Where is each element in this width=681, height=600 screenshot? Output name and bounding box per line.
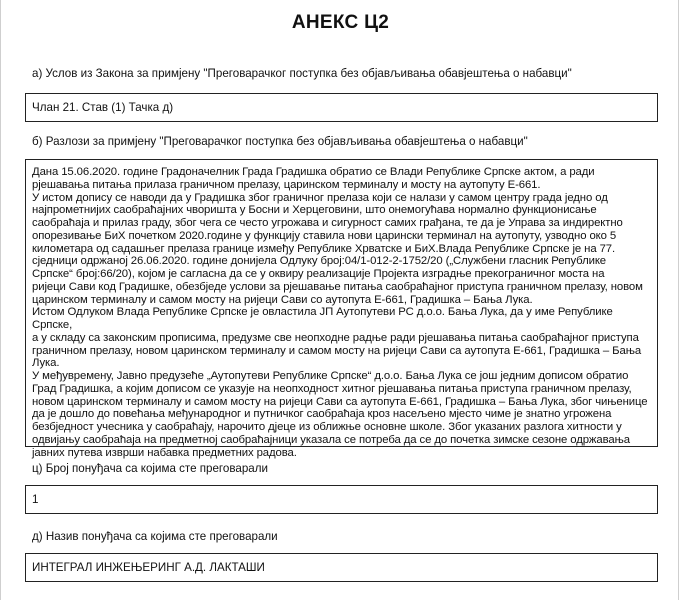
section-b-paragraph: Дана 15.06.2020. године Градоначелник Града Градишка обратио се Влади Републике Српске актом, а ради рјешавања питања прилаза граничном прелазу, царинском терминалу и мосту на аутопуту Е-661. У истом допису се наводи да у Градишка због граничног прелаза који се налази у самом центру града једно од најпрометнијих саобраћајних чворишта у Босни и Херцеговини, што онемогућава нормално функционисање саобраћаја и прилаз граду, због чега се често угрожава и сигурност самих грађана, те да је Управа за индиректно опорезивање БиХ почетком 2020.године у функцију ставила нови царински терминал на аутопуту, узводно око 5 километара од садашњег прелаза границе између Републике Хрватске и БиХ.Влада Републике Српске је на 77. сједници одржаној 26.06.2020. године донијела Одлуку број:04/1-012-2-1752/20 („Службени гласник Републике Српске“ број:66/20), којом је сагласна да се у оквиру реализације Пројекта изградње прекограничног моста на ријеци Сави код Градишке, обезбједе услови за рјешавање питања саобраћајног приступа граничном прелазу, новом царинском терминалу и самом мосту на ријеци Сави со аутопута Е-661, Градишка – Бања Лука. xyxy=(32,166,643,306)
section-c-value-box xyxy=(25,485,658,514)
section-a-value-box xyxy=(25,93,658,122)
section-b-paragraph: У међувремену, Јавно предузеће „Аутопутеви Републике Српске“ д.о.о. Бања Лука се још једним дописом обратио Град Градишка, а којим дописом се указује на неопходност хитног рјешавања питања приступа граничном прелазу, новом царинском терминалу и самом мосту на ријеци Сави са аутопута Е-661, Градишка – Бања Лука, због чињенице да је дошло до повећања међународног и путничког саобраћаја кроз насељено мјесто чиме је знатно угрожена безбједност учесника у саобраћају, нарочито дјеце из оближње основне школе. Због указаних разлога хитности у одвијању саобраћаја на предметној саобраћајници указала се потреба да се до почетка зимске сезоне одржавања јавних путева изврши набавка предметних радова. xyxy=(32,370,648,459)
section-d-value-box xyxy=(25,553,658,582)
section-a-label: а) Услов из Закона за примјену "Преговарачког поступка без објављивања обавјештења о набавци" xyxy=(32,67,572,80)
page-title: АНЕКС Ц2 xyxy=(291,12,390,33)
section-b-paragraph: Истом Одлуком Влада Републике Српске је овластила ЈП Аутопутеви РС д.о.о. Бања Лука, да у име Републике Српске, а у складу са законским прописима, предузме све неопходне радње ради рјешавања питања саобраћајног приступа граничном прелазу, новом царинском терминалу и самом мосту на ријеци Сави са аутопута Е-661, Градишка – Бања Лука. xyxy=(32,306,642,370)
section-a-value: Члан 21. Став (1) Тачка д) xyxy=(32,101,174,114)
section-c-label: ц) Број понуђача са којима сте преговарали xyxy=(32,462,268,475)
section-b-text-box xyxy=(25,159,658,459)
section-c-value: 1 xyxy=(32,493,39,506)
section-d-label: д) Назив понуђача са којима сте преговарали xyxy=(32,530,278,543)
section-b-label: б) Разлози за примјену "Преговарачког поступка без објављивања обавјештења о набавци" xyxy=(32,135,528,148)
section-d-value: ИНТЕГРАЛ ИНЖЕЊЕРИНГ А.Д. ЛАКТАШИ xyxy=(32,561,265,574)
